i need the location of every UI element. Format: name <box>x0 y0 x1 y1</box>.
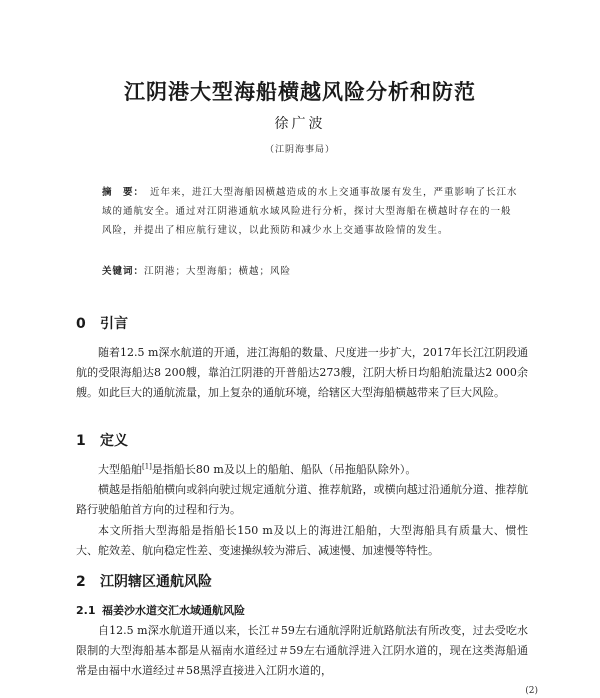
abstract-text: 近年来，进江大型海船因横越造成的水上交通事故屡有发生，严重影响了长江水域的通航安全。通过对江阴港通航水域风险进行分析，探讨大型海船在横越时存在的一般风险，并提出了相应航行建议，以此预防和减少水上交通事故险情的发生。 <box>102 187 518 236</box>
keywords-text: 江阴港；大型海船；横越；风险 <box>144 266 292 277</box>
section-number: 2 <box>76 574 86 590</box>
risk-paragraph: 自12.5 m深水航道开通以来，长江＃59左右通航浮附近航路航法有所改变，过去受吃水限制的大型海船基本都是从福南水道经过＃59左右通航浮进入江阴水道的，现在这类海船通常是由福中水道经过＃58黑浮直接进入江阴水道的， <box>76 624 528 677</box>
section-heading-risks <box>76 571 212 591</box>
section-title: 引言 <box>100 316 128 332</box>
definition-text-after: 是指船长80 m及以上的船舶、船队（吊拖船队除外）。 <box>151 463 417 476</box>
subsection-title: 福姜沙水道交汇水域通航风险 <box>102 604 245 617</box>
author-name: 徐广波 <box>274 116 326 132</box>
intro-paragraph: 随着12.5 m深水航道的开通，进江海船的数量、尺度进一步扩大，2017年长江江阴段通航的受限海船达8 200艘，靠泊江阴港的开普船达273艘，江阴大桥日均船舶流量达2 000余艘。如此巨大的通航流量，加上复杂的通航环境，给辖区大型海船横越带来了巨大风险。 <box>76 346 528 399</box>
definition-paragraph-3: 本文所指大型海船是指船长150 m及以上的海进江船舶，大型海船具有质量大、惯性大、舵效差、航向稳定性差、变速操纵较为滞后、减速慢、加速慢等特性。 <box>76 524 528 557</box>
citation-ref: [1] <box>142 462 152 471</box>
definition-paragraph-1 <box>76 460 528 480</box>
abstract-label: 摘 要： <box>102 187 145 198</box>
page-number: (2) <box>525 686 538 696</box>
section-number: 0 <box>76 316 86 332</box>
section-title: 定义 <box>100 433 128 449</box>
keywords <box>102 263 518 277</box>
keywords-label: 关键词： <box>102 266 145 277</box>
definition-paragraph-2: 横越是指船舶横向或斜向驶过规定通航分道、推荐航路，或横向越过沿通航分道、推荐航路行驶船舶首方向的过程和行为。 <box>76 483 528 516</box>
section-number: 1 <box>76 433 86 449</box>
subsection-number: 2.1 <box>76 604 96 617</box>
section-heading-definition <box>76 430 128 450</box>
definition-text-before: 大型船舶 <box>98 463 142 476</box>
paper-title: 江阴港大型海船横越风险分析和防范 <box>124 80 476 104</box>
author-affiliation: （江阴海事局） <box>264 145 335 155</box>
section-title: 江阴辖区通航风险 <box>100 574 212 590</box>
abstract <box>102 183 518 240</box>
section-heading-intro <box>76 313 128 333</box>
subsection-heading <box>76 602 245 618</box>
